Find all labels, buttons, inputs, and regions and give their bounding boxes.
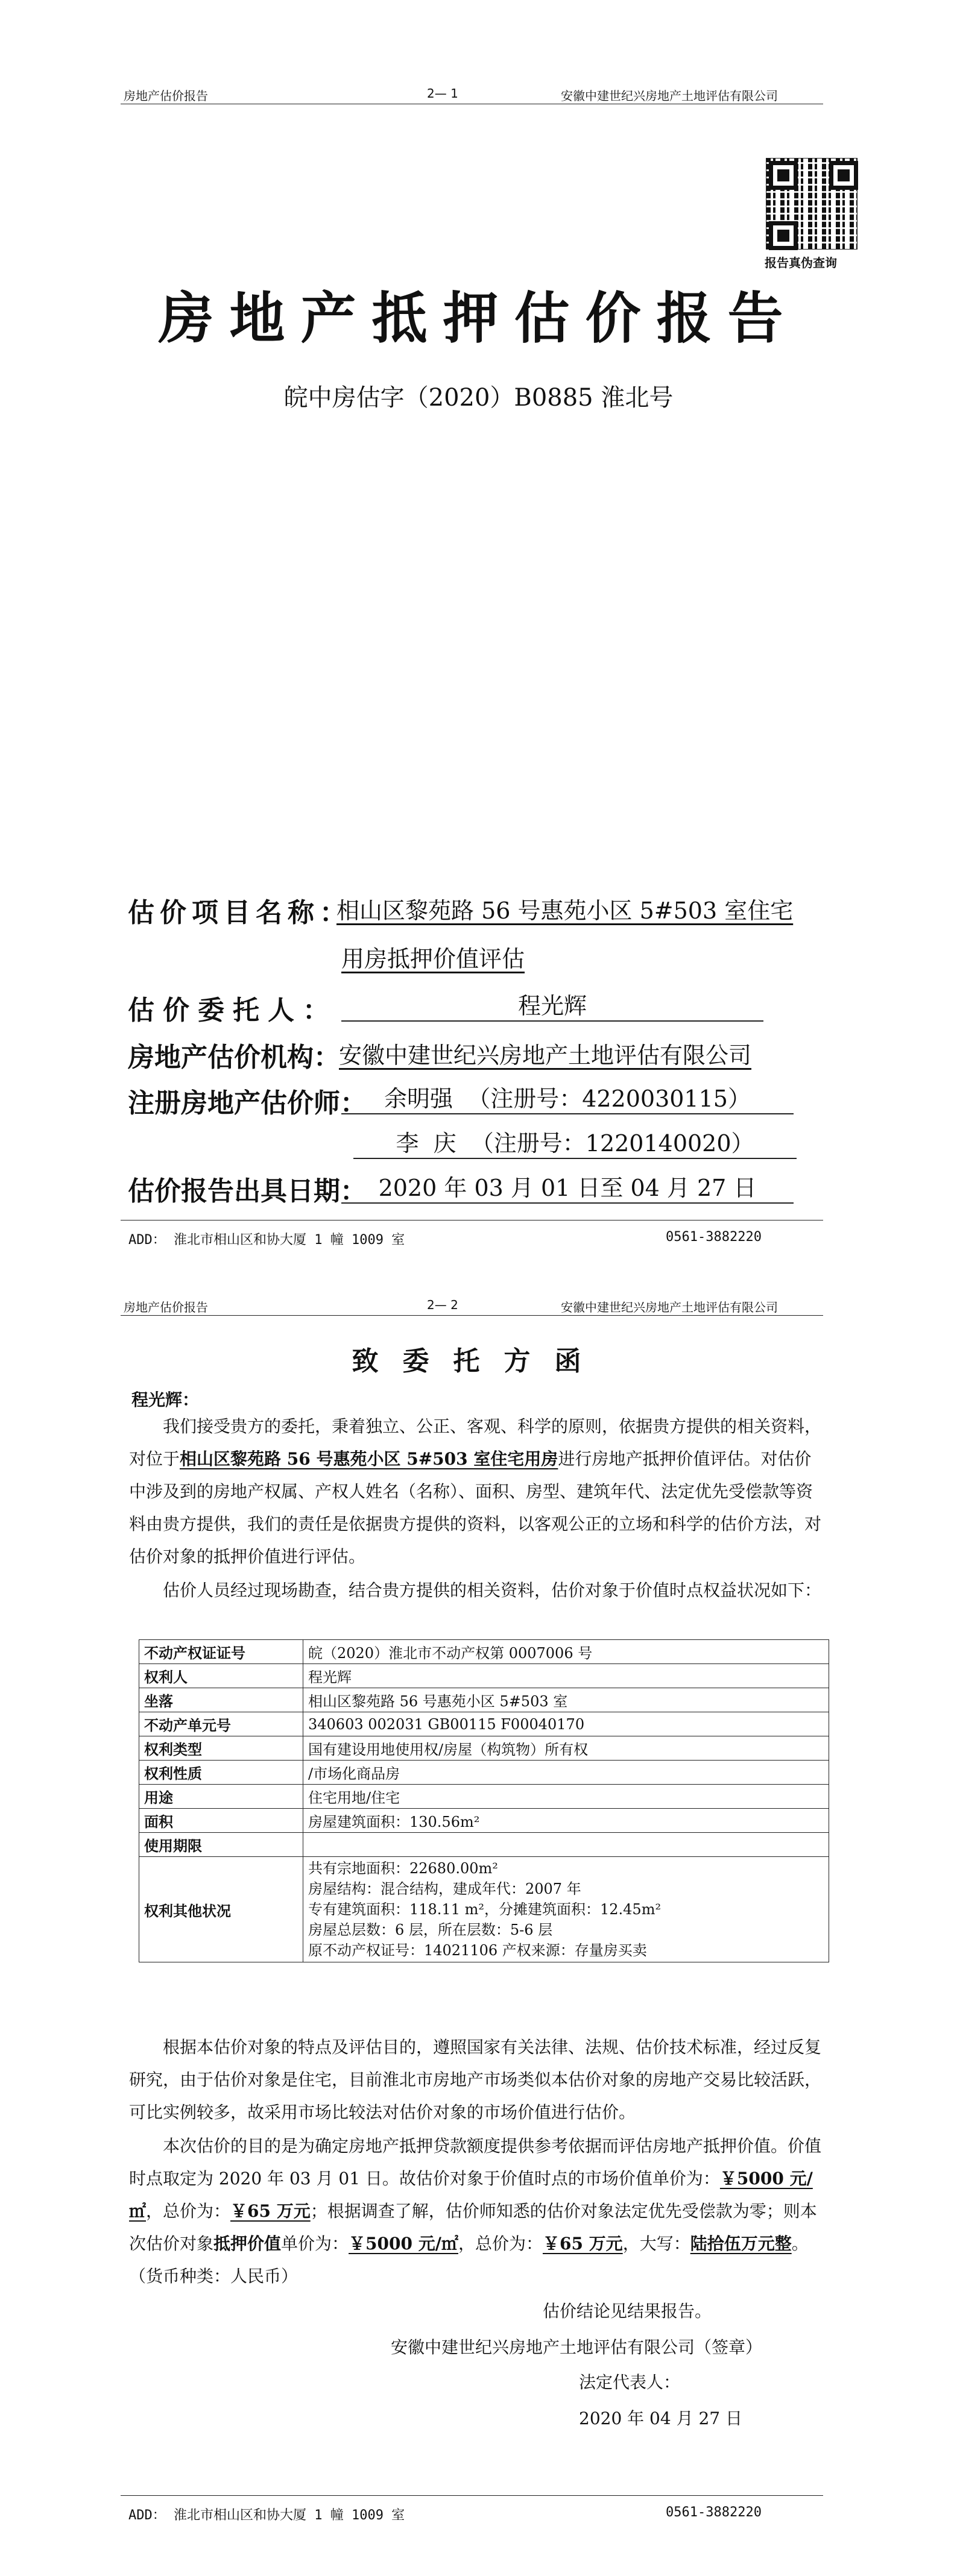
page2-footer-rule — [121, 2495, 823, 2496]
project-name-value-line1: 相山区黎苑路 56 号惠苑小区 5#503 室住宅 — [336, 897, 794, 924]
report-number: 皖中房估字（2020）B0885 淮北号 — [283, 384, 674, 412]
other-status-line: 房屋结构：混合结构，建成年代：2007 年 — [308, 1880, 581, 1897]
mortgage-value-label: 抵押价值 — [213, 2234, 282, 2254]
qr-code-icon[interactable] — [766, 158, 858, 250]
page2-header-left: 房地产估价报告 — [124, 1300, 208, 1315]
paragraph-method: 根据本估价对象的特点及评估目的，遵照国家有关法律、法规、估价技术标准，经过反复研究，由于估价对象是住宅，目前淮北市房地产市场类似本估价对象的房地产交易比较活跃，可比实例较多，故采用市场比较法对估价对象的市场价值进行估价。 — [129, 2037, 822, 2122]
table-key: 面积 — [139, 1809, 303, 1833]
table-row — [139, 1712, 829, 1736]
letter-title: 致委托方函 — [352, 1346, 605, 1377]
table-key: 权利性质 — [139, 1761, 303, 1785]
paragraph-conclusion — [129, 2130, 823, 2293]
table-key: 用途 — [139, 1785, 303, 1809]
page1-footer-address: ADD： 淮北市相山区和协大厦 1 幢 1009 室 — [128, 1233, 405, 1248]
page1-header-right: 安徽中建世纪兴房地产土地评估有限公司 — [561, 89, 778, 103]
conclusion-text-g: ，大写： — [622, 2234, 690, 2254]
project-name-label: 估价项目名称： — [128, 897, 352, 928]
table-row — [139, 1688, 829, 1712]
appraiser-2: 李 庆 （注册号：1220140020） — [353, 1125, 797, 1159]
signature-representative: 法定代表人： — [579, 2372, 681, 2392]
salutation: 程光辉： — [131, 1390, 200, 1410]
page2-header-right: 安徽中建世纪兴房地产土地评估有限公司 — [561, 1300, 778, 1315]
table-value: 房屋建筑面积：130.56m² — [303, 1809, 829, 1833]
table-value: 340603 002031 GB00115 F00040170 — [303, 1712, 829, 1736]
page1-footer-phone: 0561-3882220 — [666, 1230, 762, 1245]
conclusion-text-e: 单价为： — [281, 2234, 349, 2254]
table-key: 权利其他状况 — [139, 1857, 303, 1962]
qr-caption: 报告真伪查询 — [765, 256, 837, 270]
amount-in-words: 陆拾伍万元整 — [690, 2234, 792, 2254]
table-value: 国有建设用地使用权/房屋（构筑物）所有权 — [303, 1736, 829, 1761]
paragraph-survey: 估价人员经过现场勘查，结合贵方提供的相关资料，估价对象于价值时点权益状况如下： — [163, 1580, 822, 1600]
table-row — [139, 1640, 829, 1664]
page1-header-page-no: 2— 1 — [427, 86, 458, 101]
conclusion-text-c: ；根据调查了解，估价师知悉的估价对象法定优先受偿款为零；则本次估价对象 — [129, 2201, 817, 2254]
table-row — [139, 1857, 829, 1962]
other-status-line: 专有建筑面积：118.11 m²，分摊建筑面积：12.45m² — [308, 1901, 662, 1918]
unit-price-value: ￥5000 元/㎡ — [129, 2169, 813, 2221]
table-key: 权利人 — [139, 1664, 303, 1688]
org-value: 安徽中建世纪兴房地产土地评估有限公司 — [339, 1042, 752, 1069]
table-value: 住宅用地/住宅 — [303, 1785, 829, 1809]
org-label: 房地产估价机构： — [128, 1042, 340, 1073]
closing-note: 估价结论见结果报告。 — [543, 2301, 712, 2321]
table-value-other-status — [303, 1857, 829, 1962]
rights-table — [139, 1639, 829, 1962]
property-address-highlight: 相山区黎苑路 56 号惠苑小区 5#503 室住宅用房 — [180, 1449, 558, 1469]
table-row — [139, 1761, 829, 1785]
table-key: 不动产权证证号 — [139, 1640, 303, 1664]
table-value: /市场化商品房 — [303, 1761, 829, 1785]
project-name-value-line2: 用房抵押价值评估 — [341, 946, 525, 972]
conclusion-text-h: 。（货币种类：人民币） — [129, 2234, 809, 2286]
table-row — [139, 1664, 829, 1688]
client-value: 程光辉 — [341, 987, 763, 1022]
client-label: 估价委托人： — [128, 995, 338, 1026]
paragraph-commission-text-a: 我们接受贵方的委托，秉着独立、公正、客观、科学的原则，依据贵方提供的相关资料，对位于 — [129, 1416, 822, 1469]
other-status-line: 房屋总层数：6 层，所在层数：5-6 层 — [308, 1921, 553, 1938]
page2-footer-address: ADD： 淮北市相山区和协大厦 1 幢 1009 室 — [128, 2508, 405, 2523]
page2-header-rule — [121, 1315, 823, 1316]
table-key: 坐落 — [139, 1688, 303, 1712]
mortgage-total-value: ￥65 万元 — [542, 2234, 623, 2254]
conclusion-text-f: ，总价为： — [458, 2234, 543, 2254]
other-status-line: 原不动产权证号：14021106 产权来源：存量房买卖 — [308, 1942, 647, 1959]
paragraph-commission — [129, 1410, 823, 1573]
table-row — [139, 1785, 829, 1809]
table-key: 权利类型 — [139, 1736, 303, 1761]
appraiser-1: 余明强 （注册号：4220030115） — [341, 1080, 794, 1114]
page1-header-left: 房地产估价报告 — [124, 89, 208, 103]
paragraph-commission-text-b: 进行房地产抵押价值评估。对估价中涉及到的房地产权属、产权人姓名（名称）、面积、房型、建筑年代、法定优先受偿款等资料由贵方提供，我们的责任是依据贵方提供的资料，以客观公正的立场和科学的估价方法，对估价对象的抵押价值进行评估。 — [129, 1449, 822, 1566]
table-value: 相山区黎苑路 56 号惠苑小区 5#503 室 — [303, 1688, 829, 1712]
page2-footer-phone: 0561-3882220 — [666, 2505, 762, 2520]
table-row — [139, 1736, 829, 1761]
conclusion-text-b: ，总价为： — [146, 2201, 231, 2221]
signature-company: 安徽中建世纪兴房地产土地评估有限公司（签章） — [391, 2337, 763, 2357]
table-key: 使用期限 — [139, 1833, 303, 1857]
table-value — [303, 1833, 829, 1857]
table-value: 程光辉 — [303, 1664, 829, 1688]
table-key: 不动产单元号 — [139, 1712, 303, 1736]
total-price-value: ￥65 万元 — [230, 2201, 311, 2221]
report-date-label: 估价报告出具日期： — [128, 1176, 367, 1207]
report-date-value: 2020 年 03 月 01 日至 04 月 27 日 — [341, 1169, 794, 1204]
other-status-line: 共有宗地面积：22680.00m² — [308, 1860, 498, 1877]
conclusion-text-a: 本次估价的目的是为确定房地产抵押贷款额度提供参考依据而评估房地产抵押价值。价值时点取定为 2020 年 03 月 01 日。故估价对象于价值时点的市场价值单价为： — [129, 2136, 822, 2188]
table-value: 皖（2020）淮北市不动产权第 0007006 号 — [303, 1640, 829, 1664]
table-row — [139, 1833, 829, 1857]
report-title: 房地产抵押估价报告 — [158, 286, 799, 351]
signature-date: 2020 年 04 月 27 日 — [579, 2408, 743, 2428]
mortgage-unit-price-value: ￥5000 元/㎡ — [349, 2234, 458, 2254]
table-row — [139, 1809, 829, 1833]
page2-header-page-no: 2— 2 — [427, 1298, 458, 1312]
appraiser-label: 注册房地产估价师： — [128, 1088, 367, 1119]
